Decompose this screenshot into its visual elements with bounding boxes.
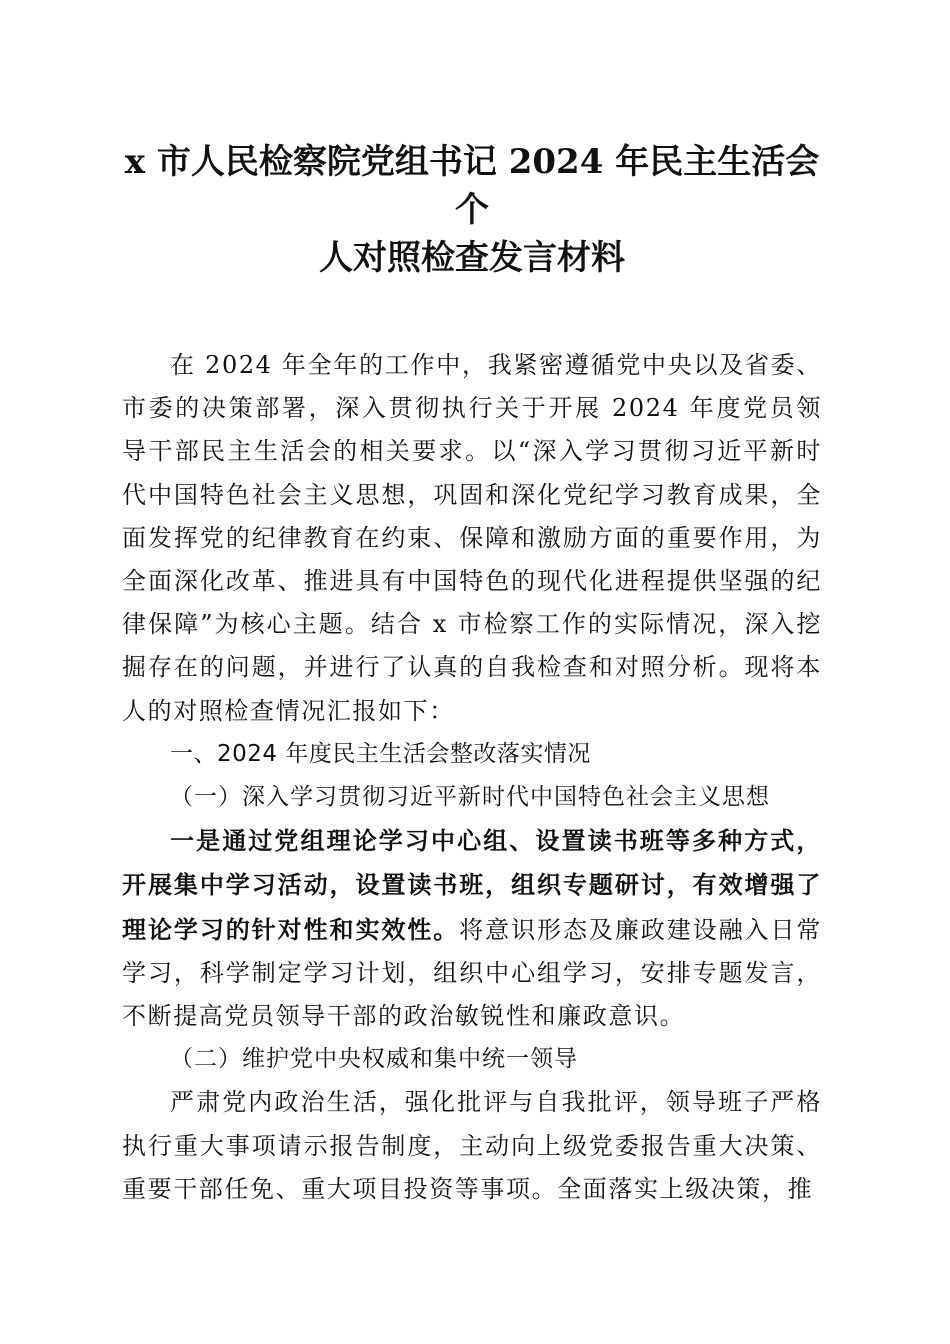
title-line-1: x 市人民检察院党组书记 2024 年民主生活会个	[124, 142, 820, 230]
subsection-1-lead-text: 一是通过党组理论学习中心组、设置读书班等多种方式，开展集中学习活动，设置读书班，组织专题研讨，有效增强了理论学习的针对性和实效性。	[122, 826, 822, 944]
subsection-heading-2: （二）维护党中央权威和集中统一领导	[170, 1046, 578, 1073]
intro-paragraph: 在 2024 年全年的工作中，我紧密遵循党中央以及省委、市委的决策部署，深入贯彻执行关于开展 2024 年度党员领导干部民主生活会的相关要求。以“深入学习贯彻习近平新时代中国特色社会主义思想，巩固和深化党纪学习教育成果，全面发挥党的纪律教育在约束、保障和激励方面的重要作用，为全面深化改革、推进具有中国特色的现代化进程提供坚强的纪律保障”为核心主题。结合 x 市检察工作的实际情况，深入挖掘存在的问题，并进行了认真的自我检查和对照分析。现将本人的对照检查情况汇报如下：	[122, 351, 822, 725]
section-heading-1: 一、2024 年度民主生活会整改落实情况	[170, 740, 591, 767]
title-line-2: 人对照检查发言材料	[319, 238, 625, 278]
subsection-1-rest-text: 将意识形态及廉政建设融入日常学习，科学制定学习计划，组织中心组学习，安排专题发言，不断提高党员领导干部的政治敏锐性和廉政意识。	[122, 915, 822, 1031]
subsection-heading-1: （一）深入学习贯彻习近平新时代中国特色社会主义思想	[170, 784, 770, 811]
subsection-2-paragraph: 严肃党内政治生活，强化批评与自我批评，领导班子严格执行重大事项请示报告制度，主动向上级党委报告重大决策、重要干部任免、重大项目投资等事项。全面落实上级决策，推	[122, 1088, 822, 1203]
document-body	[122, 344, 822, 1211]
document-title	[122, 138, 822, 282]
subsection-1-paragraph	[122, 819, 822, 1038]
